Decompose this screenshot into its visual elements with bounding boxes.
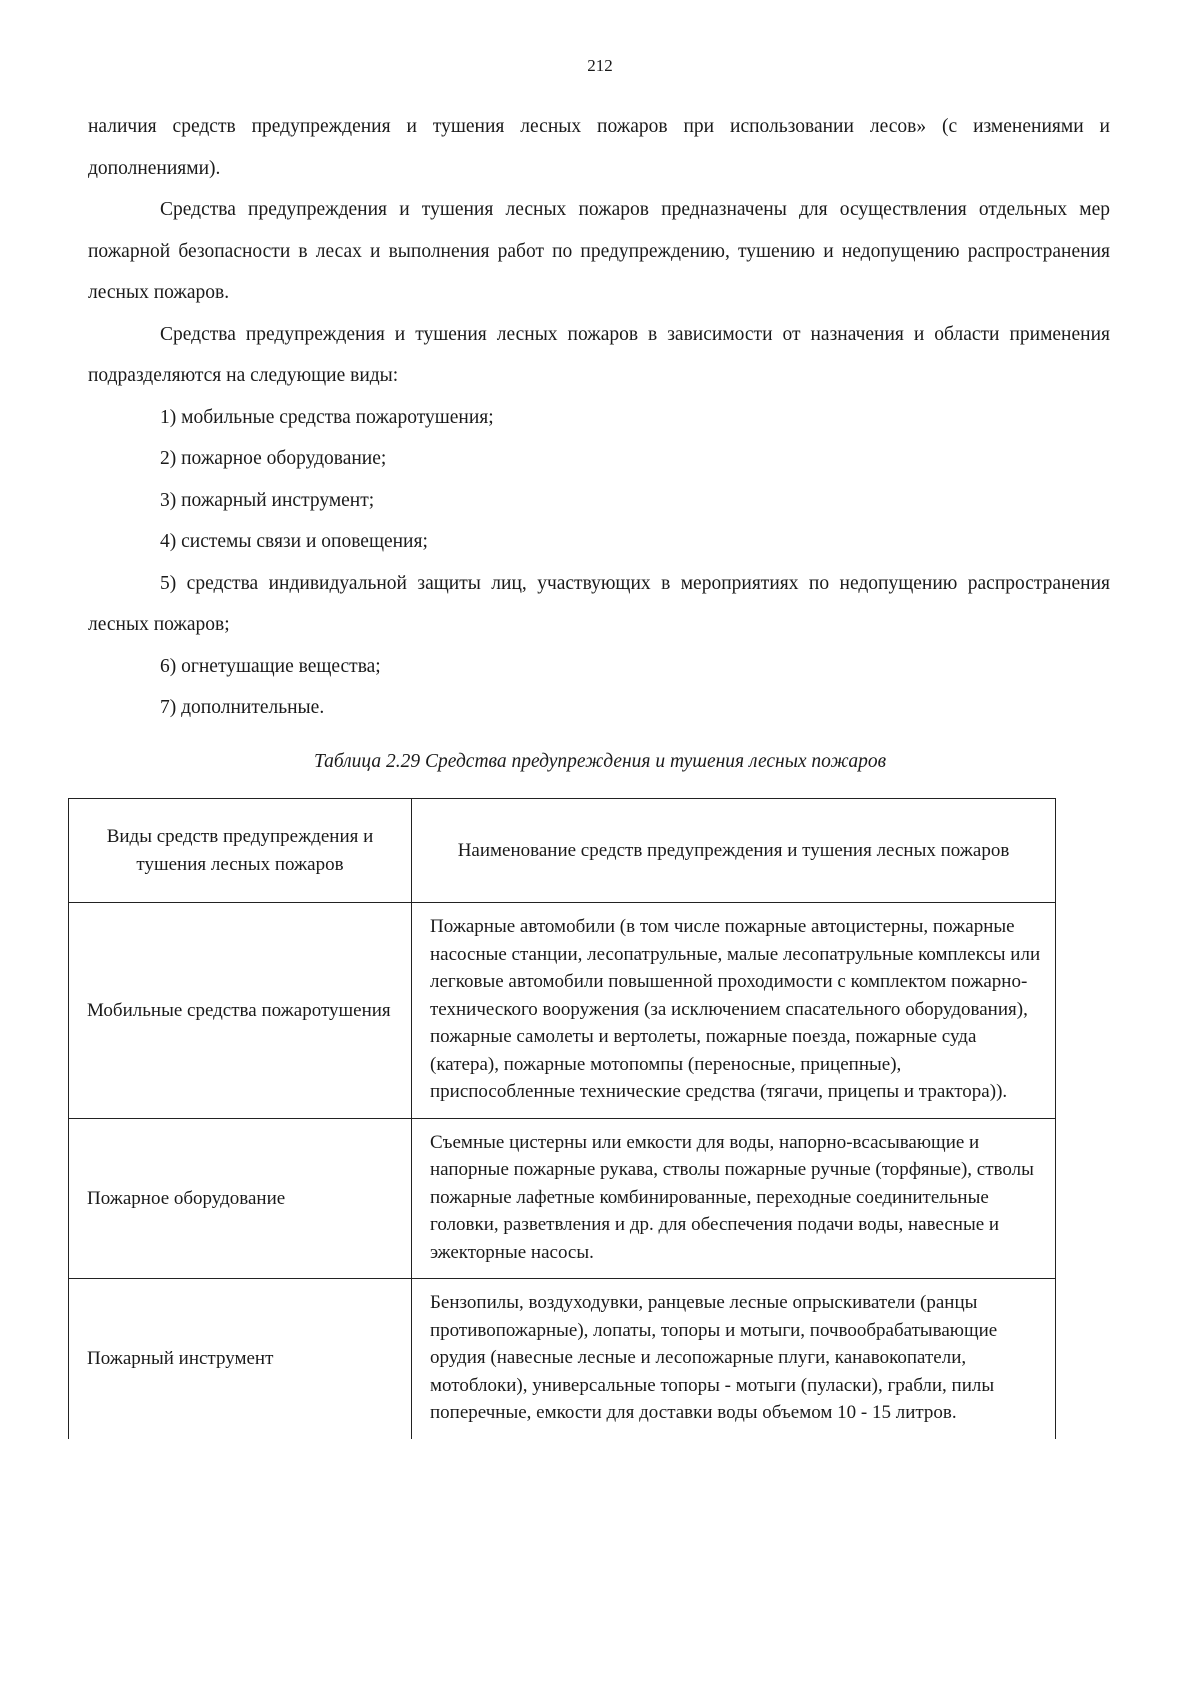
table-cell-type: Мобильные средства пожаротушения [69,903,412,1119]
table-row [69,903,1056,1119]
list-item: 2) пожарное оборудование; [160,448,387,469]
means-table [68,798,1056,1439]
table-cell-type: Пожарный инструмент [69,1279,412,1439]
list-item: 4) системы связи и оповещения; [160,531,428,552]
list-item: 3) пожарный инструмент; [160,489,375,511]
table-cell-items: Бензопилы, воздуходувки, ранцевые лесные опрыскиватели (ранцы противопожарные), лопаты, топоры и мотыги, почвообрабатывающие орудия (навесные лесные и лесопожарные плуги, канавокопатели, мотоблоки), универсальные топоры - мотыги (пуласки), грабли, пилы поперечные, емкости для доставки воды объемом 10 - 15 литров. [412,1279,1056,1439]
table-cell-items: Пожарные автомобили (в том числе пожарные автоцистерны, пожарные насосные станции, лесопатрульные, малые лесопатрульные комплексы или легковые автомобили повышенной проходимости с комплектом пожарно-технического вооружения (за исключением спасательного оборудования), пожарные самолеты и вертолеты, пожарные поезда, пожарные суда (катера), пожарные мотопомпы (переносные, прицепные), приспособленные технические средства (тягачи, прицепы и трактора)). [412,903,1056,1119]
paragraph-continued: наличия средств предупреждения и тушения лесных пожаров при использовании лесов» (с изменениями и дополнениями). [88,116,1110,179]
paragraph: Средства предупреждения и тушения лесных пожаров в зависимости от назначения и области применения подразделяются на следующие виды: [88,323,1110,386]
table-caption: Таблица 2.29 Средства предупреждения и тушения лесных пожаров [313,751,887,772]
table-cell-items: Съемные цистерны или емкости для воды, напорно-всасывающие и напорные пожарные рукава, стволы пожарные ручные (торфяные), стволы пожарные лафетные комбинированные, переходные соединительные головки, разветвления и др. для обеспечения подачи воды, навесные и эжекторные насосы. [412,1118,1056,1279]
table-row [69,1279,1056,1439]
body-text [88,106,1110,729]
list-item: 1) мобильные средства пожаротушения; [160,406,494,428]
table-row [69,1118,1056,1279]
table-header-cell: Виды средств предупреждения и тушения лесных пожаров [69,799,412,903]
table-cell-type: Пожарное оборудование [69,1118,412,1279]
page-number: 212 [587,56,613,75]
paragraph: Средства предупреждения и тушения лесных пожаров предназначены для осуществления отдельных мер пожарной безопасности в лесах и выполнения работ по предупреждению, тушению и недопущению распространения лесных пожаров. [88,199,1110,303]
types-list [88,397,1110,729]
list-item: 5) средства индивидуальной защиты лиц, участвующих в мероприятиях по недопущению распространения лесных пожаров; [88,572,1110,635]
list-item: 7) дополнительные. [160,697,325,718]
list-item: 6) огнетушащие вещества; [160,655,381,677]
table-header-row [69,799,1056,903]
table-header-cell: Наименование средств предупреждения и тушения лесных пожаров [412,799,1056,903]
